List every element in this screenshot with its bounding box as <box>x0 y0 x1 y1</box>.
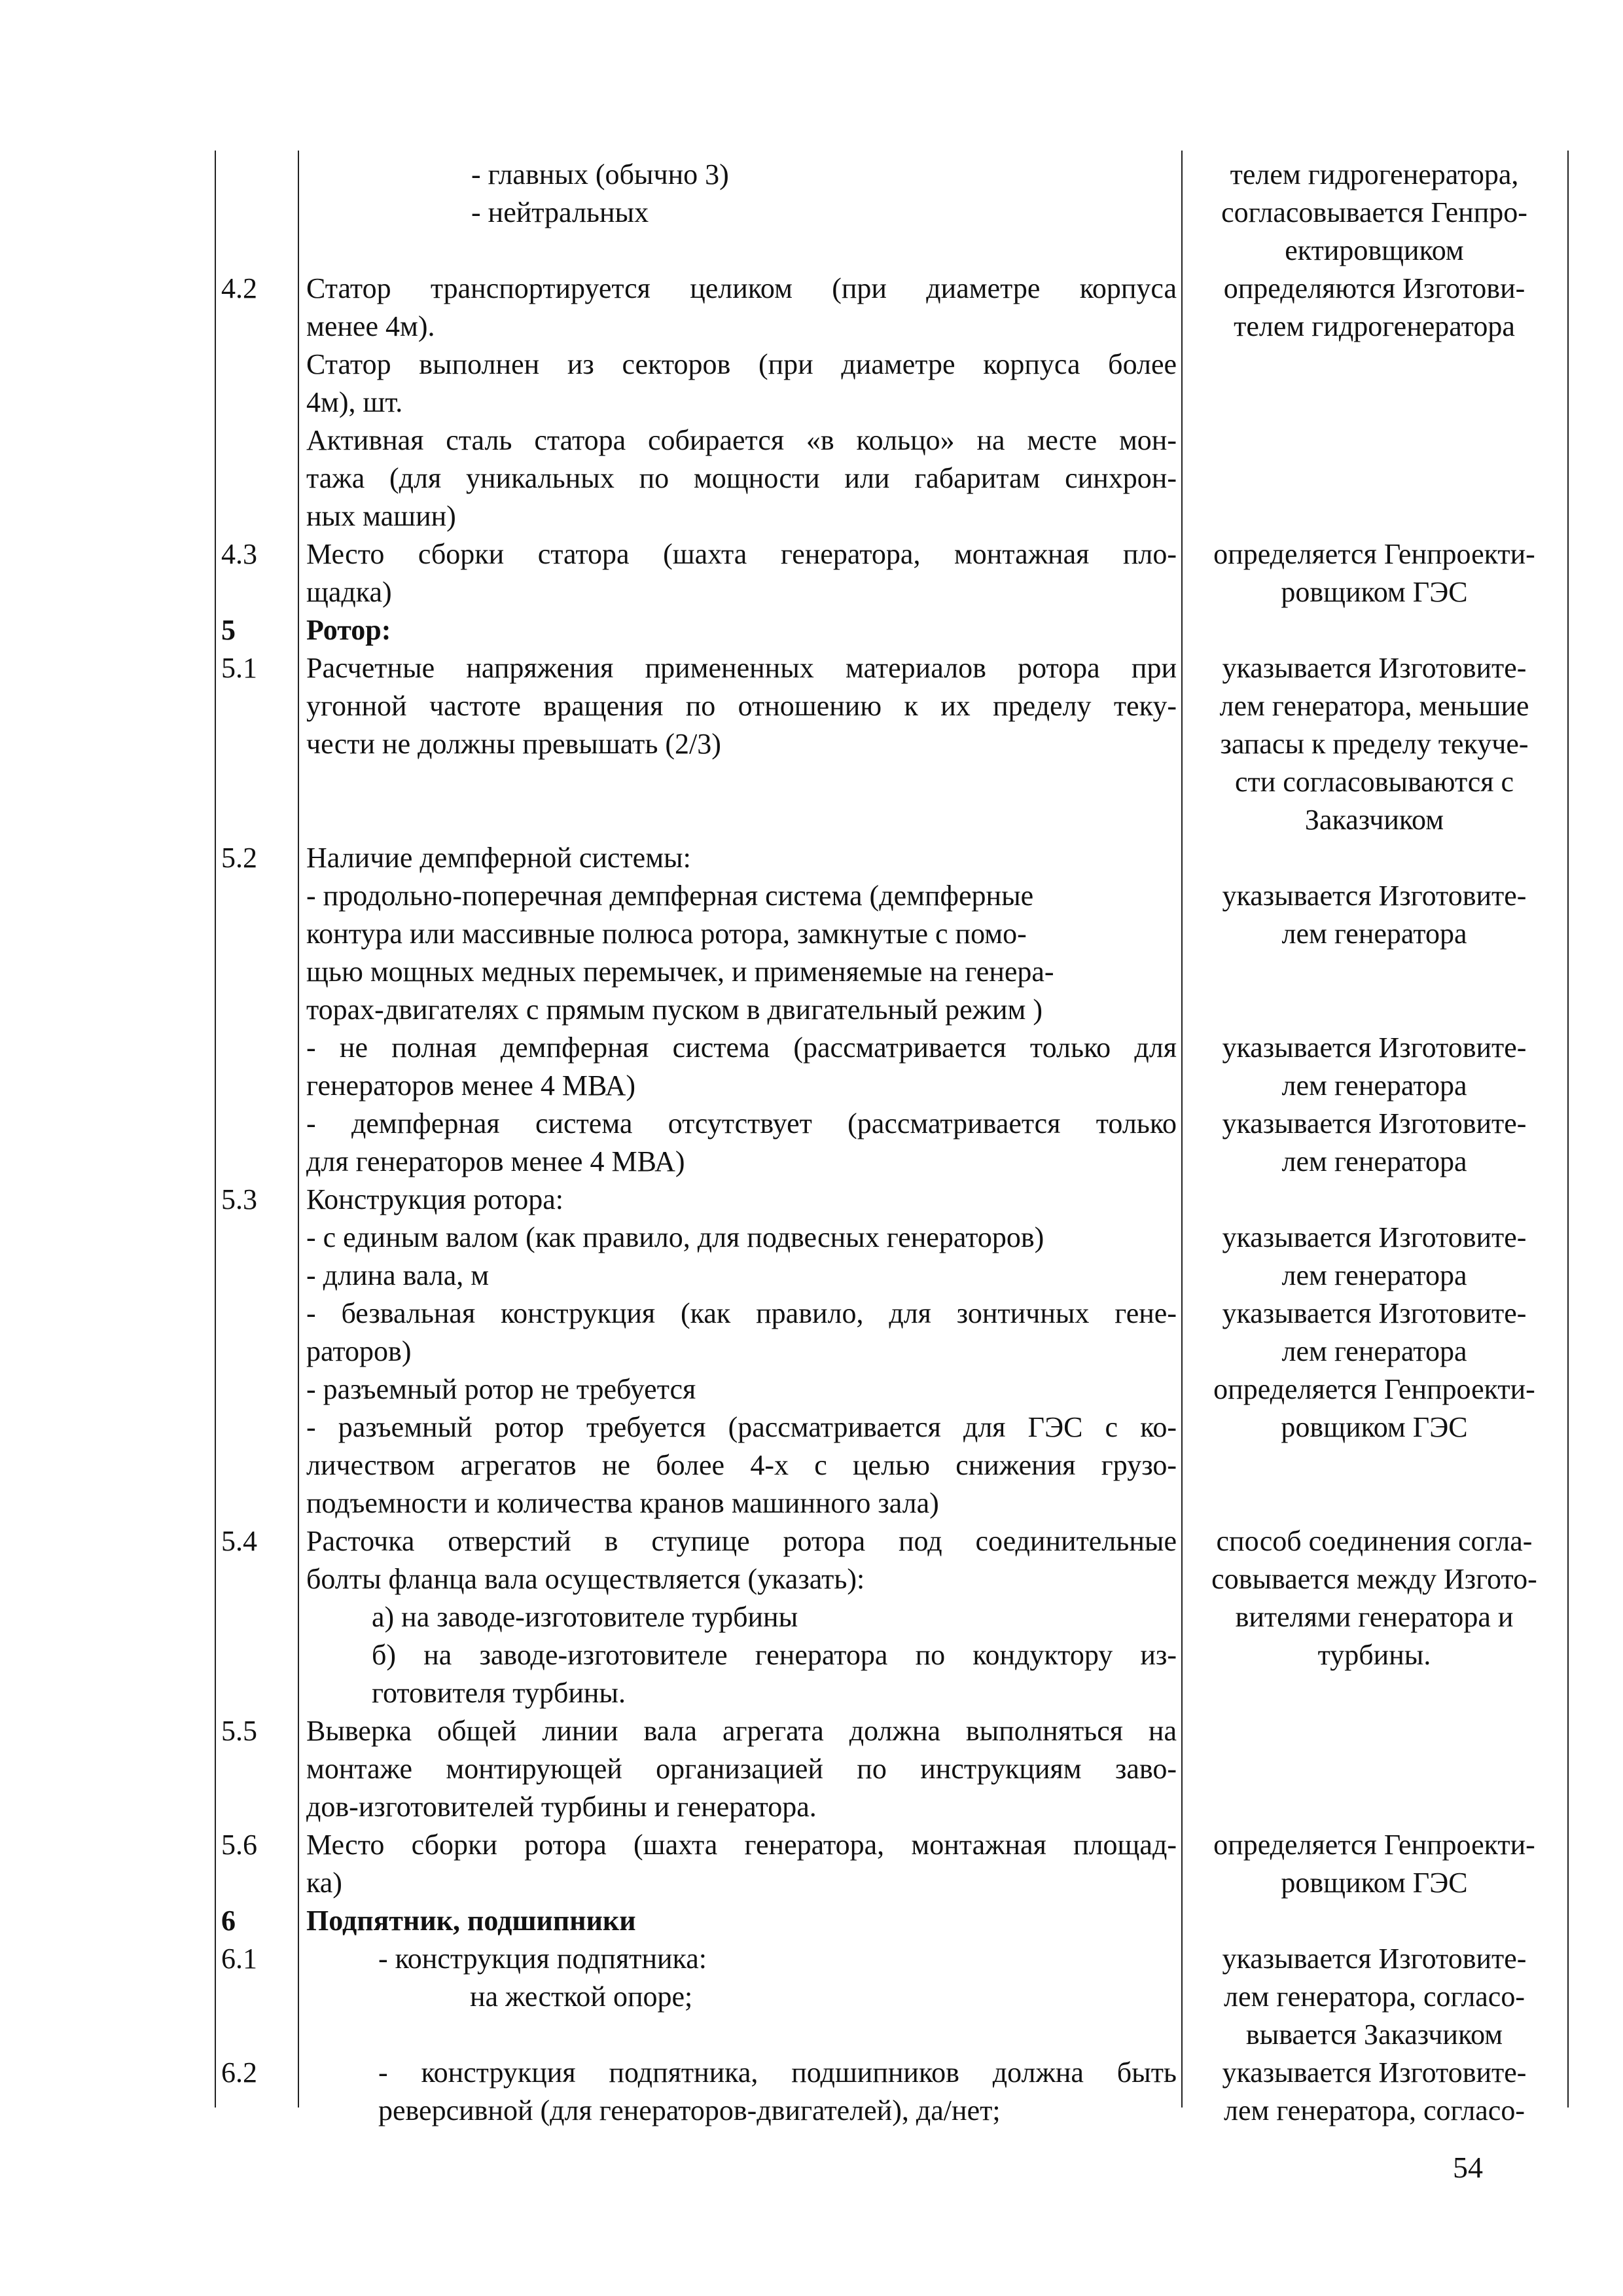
row-description: Выверка общей линии вала агрегата должна выполняться на монтаже монтирующей организацией по инструкциям заво- дов-изготовителей турбины и генератора. <box>306 1715 1177 1823</box>
row-description: Расчетные напряжения примененных материалов ротора при угонной частоте вращения по отношению к их пределу теку- чести не должны превышать (2/3) <box>306 652 1177 760</box>
row-number: 6.2 <box>221 2056 257 2089</box>
row-note: определяется Генпроекти- ровщиком ГЭС <box>1213 538 1535 608</box>
table-border-col1 <box>298 151 299 2108</box>
row-note: указывается Изготовите- лем генератора, согласо- <box>1222 2056 1527 2126</box>
row-number: 5.6 <box>221 1829 257 1861</box>
row-note: указывается Изготовите- лем генератора указывается Изготовите- лем генератора определяется Генпроекти- ровщиком ГЭС <box>1213 1221 1535 1443</box>
row-note: определяется Генпроекти- ровщиком ГЭС <box>1213 1829 1535 1899</box>
page-number: 54 <box>1453 2151 1483 2184</box>
row-description: Наличие демпферной системы: - продольно-поперечная демпферная система (демпферные контура или массивные полюса ротора, замкнутые с помо- щью мощных медных перемычек, и применяемые на генера- торах-двигателях с прямым пуском в двигательный режим ) - не полная демпферная система (рассматривается только для генераторов менее 4 МВА) - демпферная система отсутствует (рассматривается только для генераторов менее 4 МВА) <box>306 842 1177 1177</box>
row-number: 5.1 <box>221 652 257 684</box>
row-note: указывается Изготовите- лем генератора, согласо- вывается Заказчиком <box>1222 1943 1527 2051</box>
table-border-col2 <box>1181 151 1183 2108</box>
row-description: Место сборки ротора (шахта генератора, монтажная площад- ка) <box>306 1829 1177 1899</box>
row-number: 4.2 <box>221 272 257 304</box>
row-number: 5.4 <box>221 1525 257 1557</box>
row-note: телем гидрогенератора, согласовывается Генпро- ектировщиком <box>1221 158 1527 266</box>
table-border-right <box>1567 151 1569 2108</box>
table-border-left <box>215 151 216 2108</box>
row-number: 4.3 <box>221 538 257 570</box>
row-description: Расточка отверстий в ступице ротора под соединительные болты фланца вала осуществляется (указать): а) на заводе-изготовителе турбины б) на заводе-изготовителе генератора по кондуктору из- готовителя турбины. <box>306 1525 1177 1709</box>
row-number: 5.5 <box>221 1715 257 1747</box>
row-number: 6.1 <box>221 1943 257 1975</box>
row-description: - конструкция подпятника, подшипников должна быть реверсивной (для генераторов-двигателей), да/нет; <box>378 2056 1177 2126</box>
section-heading: Подпятник, подшипники <box>306 1905 636 1937</box>
row-number: 5.2 <box>221 842 257 874</box>
row-description: Место сборки статора (шахта генератора, монтажная пло- щадка) <box>306 538 1177 608</box>
section-number: 6 <box>221 1905 236 1937</box>
row-description: Конструкция ротора: - с единым валом (как правило, для подвесных генераторов) - длина вала, м - безвальная конструкция (как правило, для зонтичных гене- раторов) - разъемный ротор не требуется - разъемный ротор требуется (рассматривается для ГЭС с ко- личеством агрегатов не более 4-х с целью снижения грузо- подъемности и количества кранов машинного зала) <box>306 1183 1177 1519</box>
section-number: 5 <box>221 614 236 646</box>
row-description: - главных (обычно 3) - нейтральных <box>471 158 729 228</box>
row-description: Статор транспортируется целиком (при диаметре корпуса менее 4м). Статор выполнен из секторов (при диаметре корпуса более 4м), шт. Активная сталь статора собирается «в кольцо» на месте мон- тажа (для уникальных по мощности или габаритам синхрон- ных машин) <box>306 272 1177 532</box>
row-note: способ соединения согла- совывается между Изгото- вителями генератора и турбины. <box>1211 1525 1537 1671</box>
section-heading: Ротор: <box>306 614 391 646</box>
row-note: определяются Изготови- телем гидрогенератора <box>1223 272 1525 342</box>
row-description: - конструкция подпятника: на жесткой опоре; <box>378 1943 707 2013</box>
row-note: указывается Изготовите- лем генератора, меньшие запасы к пределу текуче- сти согласовываются с Заказчиком <box>1219 652 1529 836</box>
row-note: указывается Изготовите- лем генератора указывается Изготовите- лем генератора указывается Изготовите- лем генератора <box>1222 880 1527 1177</box>
row-number: 5.3 <box>221 1183 257 1215</box>
